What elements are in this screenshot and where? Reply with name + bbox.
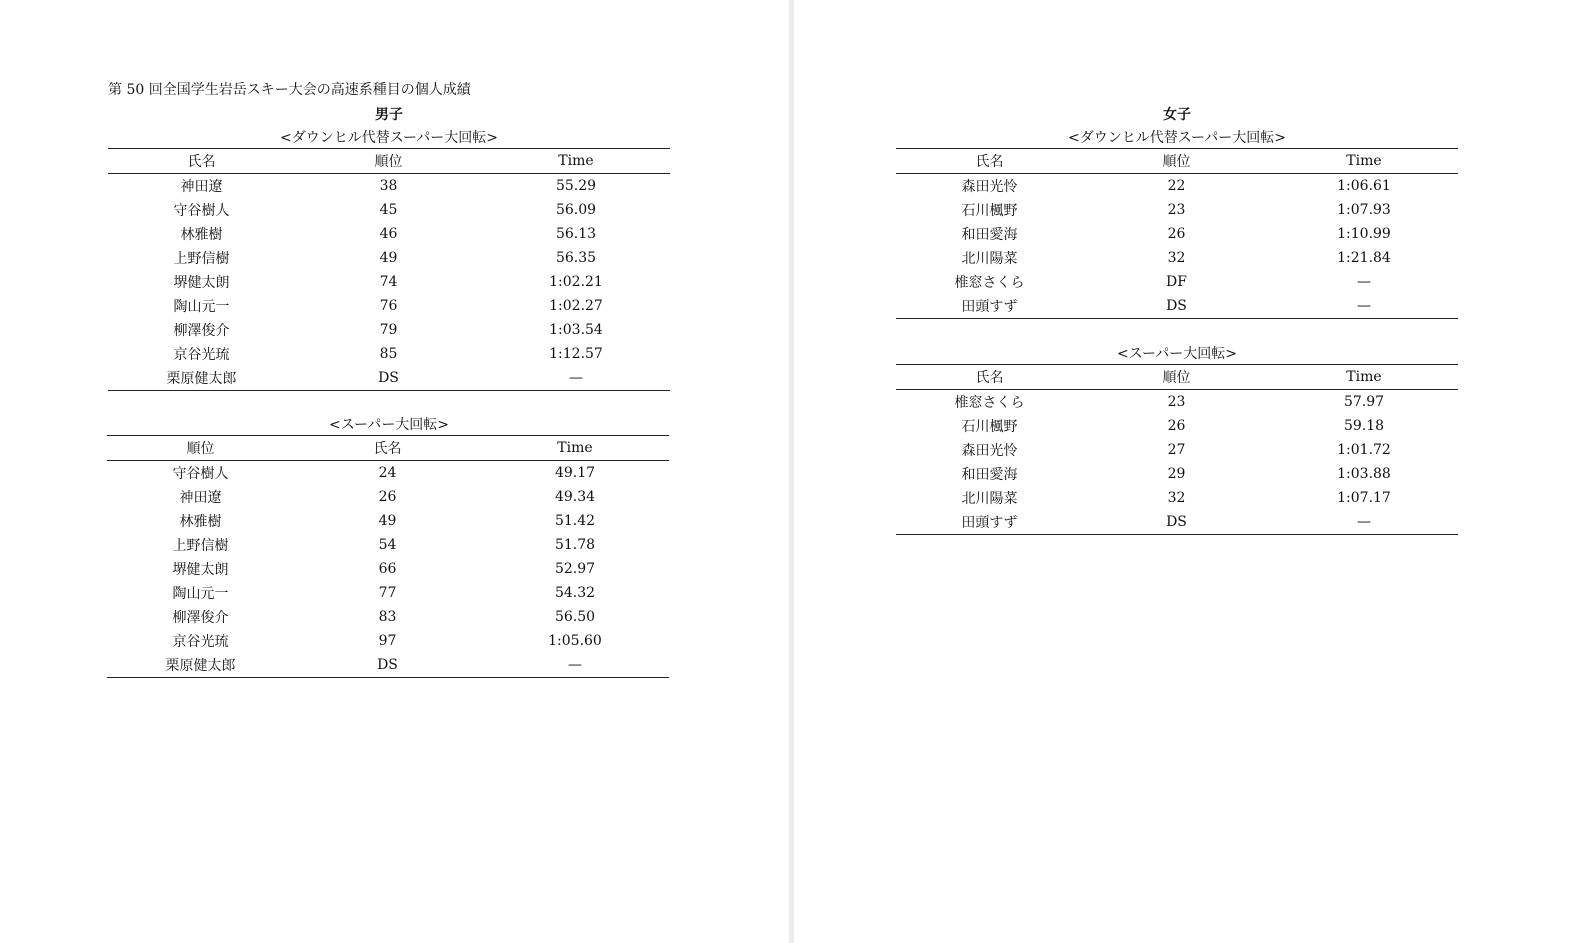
table-cell: 32 [1167,250,1186,266]
table-cell: 堺健太朗 [172,562,229,578]
table-row [108,366,670,391]
table-cell: 和田愛海 [961,467,1018,483]
table-row [896,414,1458,438]
men-super-g-title: <スーパー大回転> [328,417,450,433]
women-downhill-title: <ダウンヒル代替スーパー大回転> [1067,130,1287,146]
table-row [107,581,669,605]
table-cell: 38 [379,178,398,194]
table-cell: 京谷光琉 [172,634,229,650]
table-cell: 柳澤俊介 [172,610,229,626]
table-row [108,198,670,222]
table-cell: 56.13 [555,226,597,242]
men-heading: 男子 [375,107,403,123]
table-row [108,222,670,246]
table-row [107,629,669,653]
column-header: 順位 [1162,370,1191,386]
table-cell: 陶山元一 [173,299,230,315]
column-header: 順位 [186,441,215,457]
table-cell: 51.78 [554,537,596,553]
table-cell: 守谷樹人 [173,203,230,219]
table-cell: 83 [378,609,397,625]
column-header: 氏名 [975,370,1004,386]
women-super-g-title: <スーパー大回転> [1116,346,1238,362]
column-header: Time [1346,153,1382,169]
table-cell: 85 [379,346,398,362]
table-row [896,294,1458,319]
table-row [108,174,670,199]
table-cell: 79 [379,322,398,338]
table-cell: 1:06.61 [1337,178,1391,194]
table-cell: 1:02.21 [549,274,603,290]
table-cell: 柳澤俊介 [173,323,230,339]
table-row [896,438,1458,462]
table-cell: 1:10.99 [1337,226,1391,242]
table-cell: 1:12.57 [549,346,603,362]
table-cell: 椎窓さくら [954,275,1025,291]
table-cell: 森田光怜 [961,179,1018,195]
table-cell: 石川楓野 [961,419,1018,435]
table-cell: 45 [379,202,398,218]
table-row [896,462,1458,486]
table-cell: 神田遼 [179,490,222,506]
table-cell: 49 [378,513,397,529]
table-header-row [896,365,1458,390]
table-cell: 1:05.60 [548,633,602,649]
column-header: 氏名 [187,154,216,170]
table-cell: 49.34 [554,489,596,505]
column-header: Time [558,153,594,169]
left-page [0,0,789,943]
table-cell: 74 [379,274,398,290]
table-row [896,270,1458,294]
table-cell: DS [1166,514,1187,530]
table-cell: — [1357,298,1371,314]
table-row [107,485,669,509]
table-cell: 24 [378,465,397,481]
table-cell: 1:03.54 [549,322,603,338]
table-cell: 北川陽菜 [961,491,1018,507]
table-cell: 56.50 [554,609,596,625]
table-cell: 1:03.88 [1337,466,1391,482]
column-header: 氏名 [975,154,1004,170]
women-heading: 女子 [1163,107,1191,123]
table-cell: 林雅樹 [180,227,223,243]
table-cell: 23 [1167,394,1186,410]
column-header: 氏名 [373,441,402,457]
right-page [794,0,1583,943]
men-super-g-table [107,435,669,678]
table-row [108,246,670,270]
column-header: 順位 [374,154,403,170]
table-cell: 27 [1167,442,1186,458]
table-cell: 66 [378,561,397,577]
table-cell: — [568,657,582,673]
table-cell: 23 [1167,202,1186,218]
column-header: Time [557,440,593,456]
table-cell: 77 [378,585,397,601]
column-header: 順位 [1162,154,1191,170]
table-row [107,509,669,533]
table-cell: 1:02.27 [549,298,603,314]
table-cell: 26 [378,489,397,505]
table-cell: 97 [378,633,397,649]
table-row [108,294,670,318]
table-row [896,246,1458,270]
table-cell: 49 [379,250,398,266]
table-cell: 1:07.93 [1337,202,1391,218]
men-downhill-title: <ダウンヒル代替スーパー大回転> [279,130,499,146]
table-cell: 26 [1167,418,1186,434]
table-cell: DF [1166,274,1187,290]
table-cell: 1:21.84 [1337,250,1391,266]
table-cell: 1:07.17 [1337,490,1391,506]
table-cell: 22 [1167,178,1186,194]
table-cell: 堺健太朗 [173,275,230,291]
women-super-g-table [896,364,1458,535]
table-cell: 52.97 [554,561,596,577]
table-row [107,653,669,678]
table-row [896,510,1458,535]
table-cell: 神田遼 [180,179,223,195]
table-cell: 54 [378,537,397,553]
table-row [107,605,669,629]
table-row [108,342,670,366]
men-downhill-table [108,148,670,391]
document-title: 第 50 回全国学生岩岳スキー大会の高速系種目の個人成績 [108,82,471,98]
table-cell: 上野信樹 [172,538,229,554]
table-cell: DS [378,370,399,386]
women-downhill-table [896,148,1458,319]
table-cell: 29 [1167,466,1186,482]
table-cell: 32 [1167,490,1186,506]
table-cell: 守谷樹人 [172,466,229,482]
table-header-row [896,149,1458,174]
table-cell: 54.32 [554,585,596,601]
table-row [896,390,1458,415]
table-cell: 51.42 [554,513,596,529]
table-cell: — [1357,274,1371,290]
table-header-row [108,149,670,174]
table-cell: 田頭すず [961,299,1018,315]
table-row [107,461,669,486]
table-cell: 陶山元一 [172,586,229,602]
table-cell: 林雅樹 [179,514,222,530]
table-cell: 京谷光琉 [173,347,230,363]
table-cell: 石川楓野 [961,203,1018,219]
table-row [896,486,1458,510]
table-cell: 田頭すず [961,515,1018,531]
table-row [896,198,1458,222]
table-cell: 北川陽菜 [961,251,1018,267]
table-cell: 56.35 [555,250,597,266]
table-row [107,557,669,581]
table-cell: 55.29 [555,178,597,194]
table-cell: 76 [379,298,398,314]
table-cell: 栗原健太郎 [166,371,237,387]
table-cell: 1:01.72 [1337,442,1391,458]
table-row [107,533,669,557]
table-cell: — [1357,514,1371,530]
table-cell: — [569,370,583,386]
column-header: Time [1346,369,1382,385]
table-cell: 49.17 [554,465,596,481]
table-row [896,222,1458,246]
table-row [896,174,1458,199]
table-cell: 森田光怜 [961,443,1018,459]
table-cell: 56.09 [555,202,597,218]
table-cell: DS [1166,298,1187,314]
table-row [108,270,670,294]
table-cell: 59.18 [1343,418,1385,434]
table-cell: 栗原健太郎 [165,658,236,674]
table-cell: DS [377,657,398,673]
table-cell: 椎窓さくら [954,395,1025,411]
table-cell: 和田愛海 [961,227,1018,243]
table-row [108,318,670,342]
table-cell: 57.97 [1343,394,1385,410]
table-cell: 46 [379,226,398,242]
table-cell: 26 [1167,226,1186,242]
table-cell: 上野信樹 [173,251,230,267]
table-header-row [107,436,669,461]
